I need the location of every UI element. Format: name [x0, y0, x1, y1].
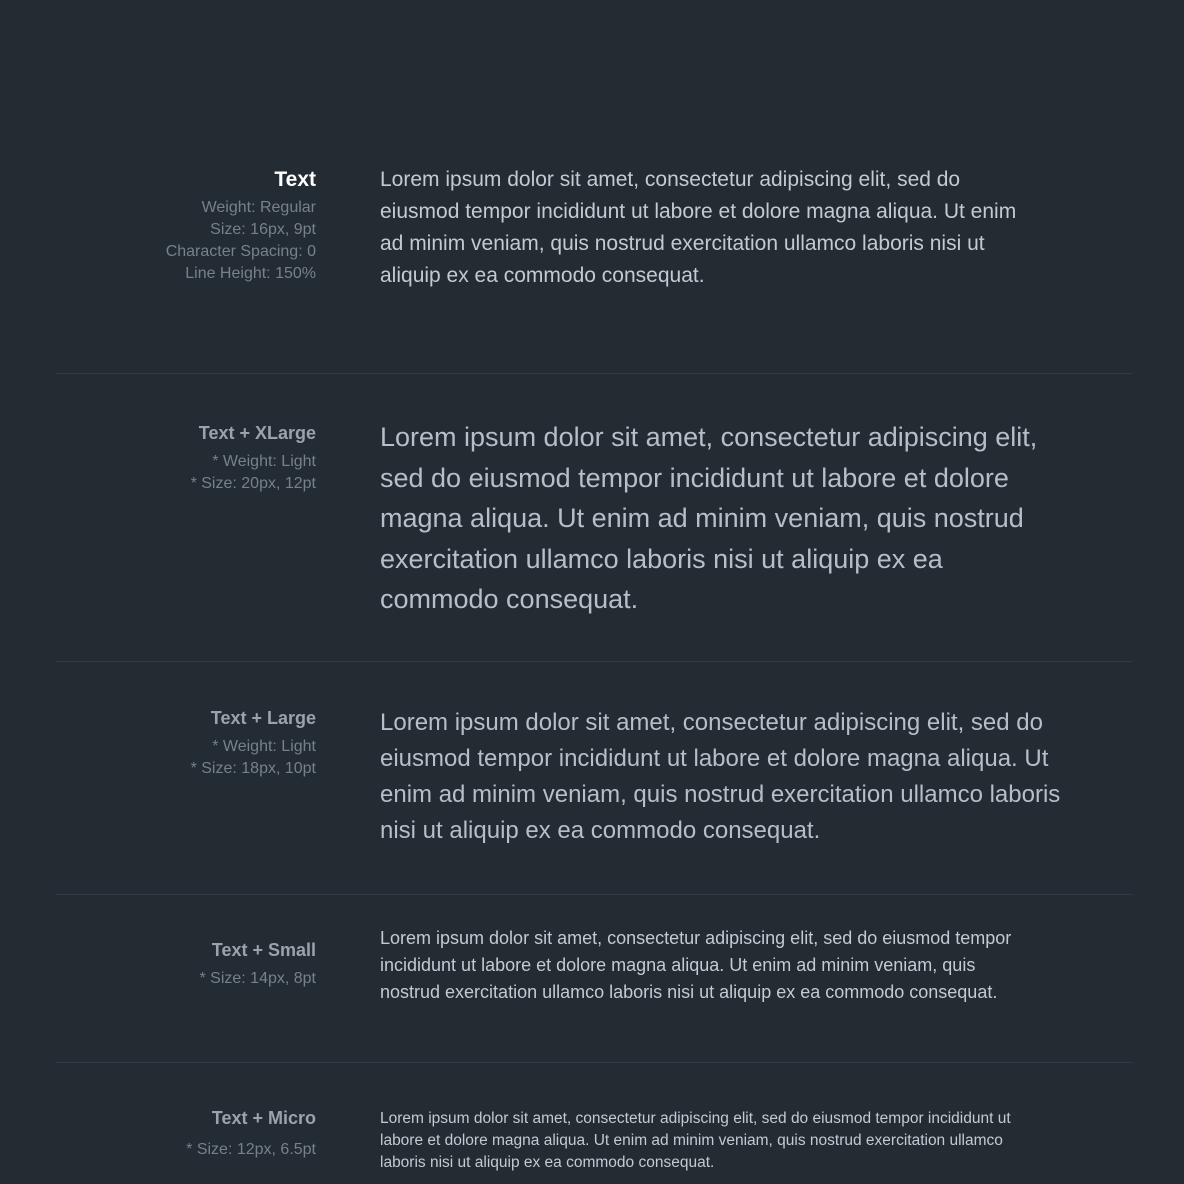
text-micro-style-sample: Lorem ipsum dolor sit amet, consectetur adipiscing elit, sed do eiusmod tempor incididunt ut labore et dolore magna aliqua. Ut enim ad minim veniam, quis nostrud exercitation ullamco laboris nisi ut aliquip ex ea commodo consequat.: [380, 1110, 1011, 1171]
text-xlarge-style-weight: * Weight: Light: [212, 453, 316, 470]
text-style-weight: Weight: Regular: [201, 199, 316, 216]
text-large-style-weight: * Weight: Light: [212, 738, 316, 755]
text-small-style-sample: Lorem ipsum dolor sit amet, consectetur adipiscing elit, sed do eiusmod tempor incididunt ut labore et dolore magna aliqua. Ut enim ad minim veniam, quis nostrud exercitation ullamco laboris nisi ut aliquip ex ea commodo consequat.: [380, 928, 1012, 1002]
section-divider: [56, 894, 1133, 895]
text-small-style-details: [56, 968, 316, 990]
text-micro-style-details: [56, 1139, 316, 1161]
text-style-title: Text: [274, 168, 316, 191]
text-small-style-title: Text + Small: [211, 940, 316, 960]
text-micro-style-title: Text + Micro: [211, 1108, 316, 1128]
text-style-spec: [56, 166, 316, 285]
section-divider: [56, 373, 1133, 374]
text-style-character-spacing: Character Spacing: 0: [165, 243, 316, 260]
text-large-style-title: Text + Large: [210, 708, 316, 728]
text-xlarge-style-size: * Size: 20px, 12pt: [190, 475, 316, 492]
text-small-style-size: * Size: 14px, 8pt: [199, 970, 316, 987]
text-large-style-sample: Lorem ipsum dolor sit amet, consectetur adipiscing elit, sed do eiusmod tempor incididunt ut labore et dolore magna aliqua. Ut enim ad minim veniam, quis nostrud exercitation ullamco laboris nisi ut aliquip ex ea commodo consequat.: [380, 709, 1061, 844]
text-xlarge-style-spec: [56, 420, 316, 495]
text-large-style-size: * Size: 18px, 10pt: [190, 760, 316, 777]
text-micro-style-spec: [56, 1105, 316, 1161]
section-divider: [56, 1062, 1133, 1063]
text-style-sample: Lorem ipsum dolor sit amet, consectetur adipiscing elit, sed do eiusmod tempor incididunt ut labore et dolore magna aliqua. Ut enim ad minim veniam, quis nostrud exercitation ullamco laboris nisi ut aliquip ex ea commodo consequat.: [380, 168, 1017, 287]
text-xlarge-style-title: Text + XLarge: [198, 423, 316, 443]
text-small-style-spec: [56, 937, 316, 990]
text-style-line-height: Line Height: 150%: [185, 265, 316, 282]
text-style-details: [56, 197, 316, 285]
text-xlarge-style-details: [56, 451, 316, 495]
text-large-style-spec: [56, 705, 316, 780]
text-style-size: Size: 16px, 9pt: [210, 221, 316, 238]
text-xlarge-style-sample: Lorem ipsum dolor sit amet, consectetur adipiscing elit, sed do eiusmod tempor incididunt ut labore et dolore magna aliqua. Ut enim ad minim veniam, quis nostrud exercitation ullamco laboris nisi ut aliquip ex ea commodo consequat.: [380, 422, 1038, 614]
text-micro-style-size: * Size: 12px, 6.5pt: [186, 1141, 316, 1158]
text-large-style-details: [56, 736, 316, 780]
section-divider: [56, 661, 1133, 662]
